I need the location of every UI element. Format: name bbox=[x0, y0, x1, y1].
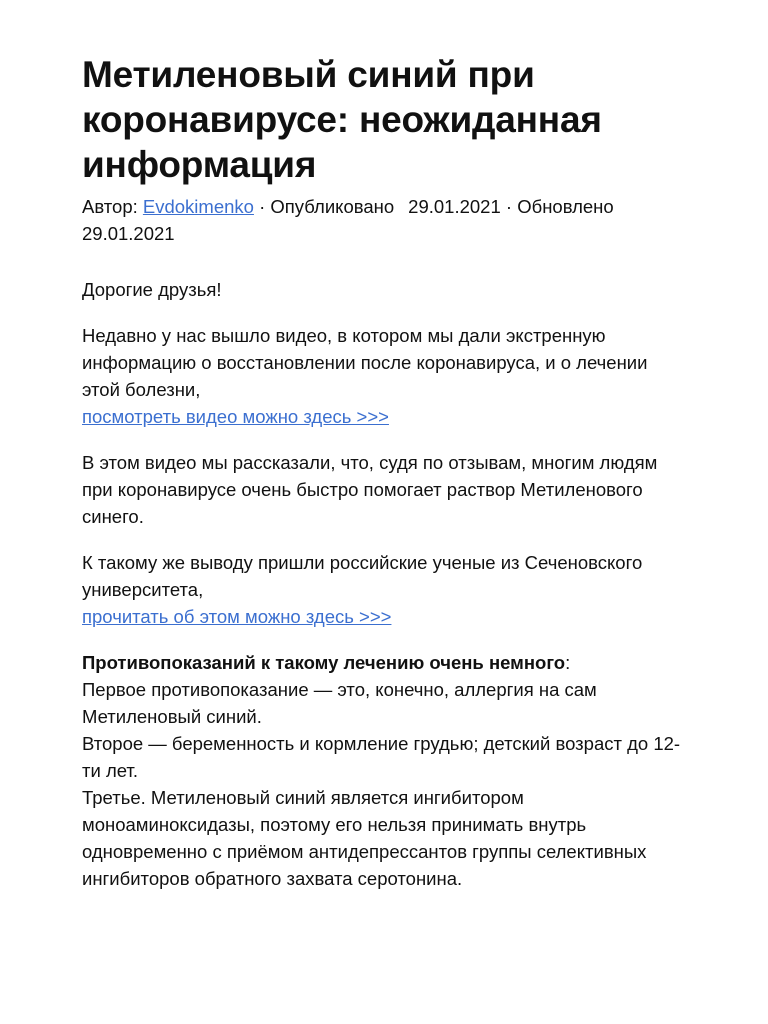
contraindication-item-2: Второе — беременность и кормление грудью; детский возраст до 12-ти лет. bbox=[82, 733, 681, 781]
methylene-paragraph: В этом видео мы рассказали, что, судя по отзывам, многим людям при коронавирусе очень быстро помогает раствор Метиленового синего. bbox=[82, 452, 658, 527]
article bbox=[82, 52, 682, 892]
contraindications-paragraph bbox=[82, 649, 682, 892]
university-paragraph-text: К такому же выводу пришли российские ученые из Сеченовского университета, bbox=[82, 552, 643, 600]
greeting-paragraph: Дорогие друзья! bbox=[82, 279, 222, 300]
video-paragraph-text: Недавно у нас вышло видео, в котором мы дали экстренную информацию о восстановлении после коронавируса, и о лечении этой болезни, bbox=[82, 325, 648, 400]
university-paragraph bbox=[82, 549, 682, 630]
published-label: · Опубликовано bbox=[253, 196, 395, 217]
contraindication-item-1: Первое противопоказание — это, конечно, аллергия на сам Метиленовый синий. bbox=[82, 679, 597, 727]
article-title: Метиленовый синий при коронавирусе: неожиданная информация bbox=[82, 54, 602, 185]
updated-label: · Обновлено bbox=[500, 196, 614, 217]
video-paragraph bbox=[82, 322, 682, 430]
contraindication-item-3: Третье. Метиленовый синий является ингибитором моноаминоксидазы, поэтому его нельзя принимать внутрь одновременно с приёмом антидепрессантов группы селективных ингибиторов обратного захвата серотонина. bbox=[82, 787, 647, 889]
updated-date: 29.01.2021 bbox=[82, 223, 175, 244]
contraindications-heading-line bbox=[82, 649, 682, 676]
author-prefix: Автор: bbox=[82, 196, 143, 217]
published-date: 29.01.2021 bbox=[408, 196, 501, 217]
article-meta bbox=[82, 193, 682, 247]
author-link[interactable]: Evdokimenko bbox=[142, 196, 254, 217]
contraindications-heading: Противопоказаний к такому лечению очень немного bbox=[82, 652, 566, 673]
video-link[interactable]: посмотреть видео можно здесь >>> bbox=[82, 406, 389, 427]
university-link[interactable]: прочитать об этом можно здесь >>> bbox=[82, 606, 392, 627]
contraindications-heading-suffix: : bbox=[565, 652, 571, 673]
